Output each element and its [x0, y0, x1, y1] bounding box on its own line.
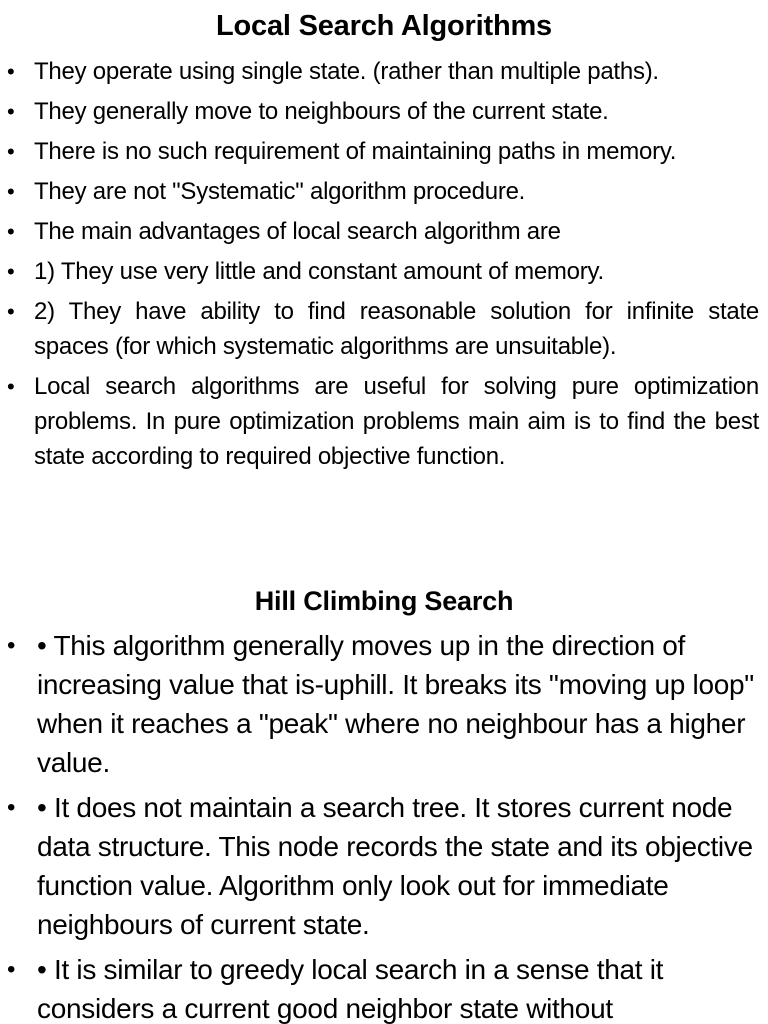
list-item-text: There is no such requirement of maintaining paths in memory. — [34, 138, 677, 165]
bullet-icon: • — [7, 219, 15, 244]
list-item-text: They operate using single state. (rather than multiple paths). — [34, 58, 659, 85]
list-item — [7, 788, 762, 944]
bullet-icon: • — [7, 179, 15, 204]
bullet-icon: • — [7, 794, 16, 821]
list-item — [7, 134, 759, 169]
list-item — [7, 369, 759, 474]
list-item-text: They are not "Systematic" algorithm procedure. — [34, 178, 526, 205]
bullet-icon: • — [7, 299, 15, 324]
bullet-icon: • — [7, 374, 15, 399]
list-item — [7, 214, 759, 249]
list-item-text: 2) They have ability to find reasonable solution for infinite state spaces (for which systematic algorithms are unsuitable). — [34, 298, 759, 360]
list-item-text: The main advantages of local search algorithm are — [34, 218, 561, 245]
bullet-icon: • — [7, 632, 16, 659]
list-item-text: • It is similar to greedy local search in a sense that it considers a current good neighbor state without — [37, 954, 664, 1024]
bullet-icon: • — [7, 99, 15, 124]
section-title-local-search: Local Search Algorithms — [216, 10, 552, 42]
bullet-icon: • — [7, 59, 15, 84]
section-title-hill-climbing: Hill Climbing Search — [254, 586, 514, 616]
list-item-text: Local search algorithms are useful for solving pure optimization problems. In pure optimization problems main aim is to find the best state according to required objective function. — [34, 373, 759, 470]
list-item — [7, 54, 759, 89]
local-search-bullet-list — [7, 54, 759, 479]
list-item — [7, 294, 759, 364]
bullet-icon: • — [7, 139, 15, 164]
bullet-icon: • — [7, 259, 15, 284]
hill-climbing-bullet-list — [7, 626, 762, 1024]
list-item-text: 1) They use very little and constant amount of memory. — [34, 258, 604, 285]
list-item — [7, 94, 759, 129]
list-item-text: • This algorithm generally moves up in the direction of increasing value that is-uphill. It breaks its "moving up loop" when it reaches a "peak" where no neighbour has a higher value. — [37, 630, 754, 778]
bullet-icon: • — [7, 956, 16, 983]
list-item — [7, 950, 762, 1024]
list-item — [7, 626, 762, 782]
list-item — [7, 174, 759, 209]
list-item — [7, 254, 759, 289]
list-item-text: They generally move to neighbours of the current state. — [34, 98, 609, 125]
list-item-text: • It does not maintain a search tree. It stores current node data structure. This node records the state and its objective function value. Algorithm only look out for immediate neighbours of current state. — [37, 792, 753, 940]
